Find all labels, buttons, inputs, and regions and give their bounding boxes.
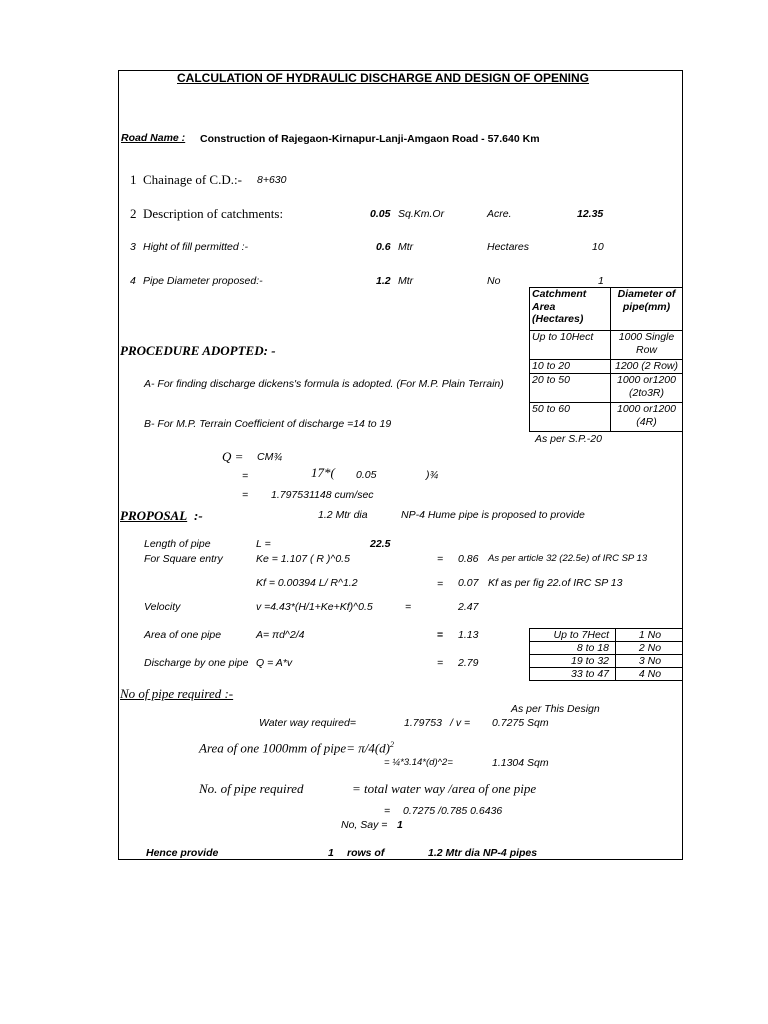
area-1000mm-label [199, 740, 394, 756]
calc-formula: A= πd^2/4 [256, 629, 305, 641]
fill-unit: Mtr [398, 241, 414, 253]
catchment-value: 0.05 [370, 208, 391, 220]
formula-eq1: = [242, 470, 249, 482]
table-cell: Up to 7Hect [530, 629, 616, 642]
required-heading: No of pipe required :- [120, 686, 234, 701]
pipe-length-value: 22.5 [370, 538, 391, 550]
calc-equals: = [437, 629, 444, 641]
calc-formula: Ke = 1.107 ( R )^0.5 [256, 553, 350, 565]
table-row [530, 403, 683, 432]
calc-label: Area of one pipe [144, 629, 222, 641]
formula-power: )¾ [426, 469, 439, 481]
kf-value: 0.07 [458, 577, 479, 589]
table-row [530, 374, 683, 403]
conclusion-label: Hence provide [146, 847, 219, 859]
page-title: CALCULATION OF HYDRAULIC DISCHARGE AND DESIGN OF OPENING [177, 71, 590, 85]
waterway-division: / v = [450, 717, 471, 729]
calc-label: Velocity [144, 601, 181, 613]
table-cell: 19 to 32 [530, 655, 616, 668]
conclusion-rows-value: 1 [328, 847, 334, 859]
formula-coef: 17*( [311, 465, 335, 480]
procedure-b: B- For M.P. Terrain Coefficient of discharge =14 to 19 [144, 418, 392, 430]
hectares-value: 10 [592, 241, 604, 253]
pipe-diameter-unit: Mtr [398, 275, 414, 287]
area-1000mm-result: 1.1304 Sqm [492, 757, 549, 769]
chainage-value: 8+630 [257, 174, 287, 186]
table-row [530, 331, 683, 360]
table-cell: 33 to 47 [530, 668, 616, 681]
road-name-label: Road Name : [121, 132, 186, 144]
calc-formula: L = [256, 538, 271, 550]
procedure-a: A- For finding discharge dickens's formula is adopted. (For M.P. Plain Terrain) [144, 378, 504, 390]
hectares-label: Hectares [487, 241, 530, 253]
formula-q: Q = [222, 449, 244, 464]
calc-equals: = [437, 553, 444, 565]
table-cell: 3 No [616, 655, 683, 668]
table-header-row [530, 288, 683, 331]
item-3-label: Hight of fill permitted :- [143, 241, 249, 253]
waterway-value: 1.79753 [404, 717, 442, 729]
table-cell: Up to 10Hect [530, 331, 611, 360]
item-2-number: 2 [130, 206, 137, 221]
table-cell: 1 No [616, 629, 683, 642]
formula-area: 0.05 [356, 469, 377, 481]
say-label: No, Say = [341, 819, 388, 831]
no-of-pipe-calc: 0.7275 /0.785 0.6436 [403, 805, 503, 817]
formula-cm: CM¾ [257, 451, 283, 463]
area-1000mm-formula: = ¼*3.14*(d)^2= [384, 757, 453, 768]
calc-equals: = [437, 657, 444, 669]
formula-eq2: = [242, 489, 249, 501]
catchment-unit: Sq.Km.Or [398, 208, 445, 220]
no-of-pipe-label: No. of pipe required [199, 781, 304, 796]
velocity-value: 2.47 [458, 601, 479, 613]
no-of-pipe-equals: = [384, 805, 391, 817]
calc-formula: Kf = 0.00394 L/ R^1.2 [256, 577, 358, 589]
discharge-one-pipe-value: 2.79 [458, 657, 479, 669]
pipe-no-value: 1 [598, 275, 604, 287]
table-row [530, 668, 683, 681]
discharge-result: 1.797531148 cum/sec [271, 489, 374, 501]
table-cell: 1000 or1200 (4R) [611, 403, 683, 432]
table-header-cell: Catchment Area (Hectares) [530, 288, 611, 331]
area-value: 1.13 [458, 629, 479, 641]
fill-value: 0.6 [376, 241, 391, 253]
calc-formula: v =4.43*(H/1+Ke+Kf)^0.5 [256, 601, 373, 613]
proposal-colon: :- [194, 508, 203, 523]
ke-note: As per article 32 (22.5e) of IRC SP 13 [488, 553, 648, 564]
table-cell: 8 to 18 [530, 642, 616, 655]
proposal-text: NP-4 Hume pipe is proposed to provide [401, 509, 585, 521]
item-3-number: 3 [130, 241, 136, 253]
calc-label: Length of pipe [144, 538, 211, 550]
table-cell: 4 No [616, 668, 683, 681]
table-cell: 20 to 50 [530, 374, 611, 403]
procedure-heading: PROCEDURE ADOPTED: - [120, 343, 276, 358]
conclusion-pipes: 1.2 Mtr dia NP-4 pipes [428, 847, 538, 859]
table-row [530, 360, 683, 374]
pipe-diameter-value: 1.2 [376, 275, 391, 287]
item-4-label: Pipe Diameter proposed:- [143, 275, 263, 287]
table-row [530, 655, 683, 668]
calc-label: Discharge by one pipe [144, 657, 249, 669]
table-header-cell: Diameter of pipe(mm) [611, 288, 683, 331]
pipe-count-table [529, 628, 683, 681]
table-row [530, 629, 683, 642]
area-exponent: 2 [390, 740, 394, 749]
pipe-no-label: No [487, 275, 501, 287]
item-1-number: 1 [130, 172, 137, 187]
waterway-result: 0.7275 Sqm [492, 717, 549, 729]
table-cell: 1000 Single Row [611, 331, 683, 360]
design-note: As per This Design [511, 703, 600, 715]
calc-formula: Q = A*v [256, 657, 293, 669]
no-of-pipe-formula: = total water way /area of one pipe [352, 781, 537, 796]
table-cell: 1200 (2 Row) [611, 360, 683, 374]
calc-equals: = [405, 601, 412, 613]
table-cell: 1000 or1200 (2to3R) [611, 374, 683, 403]
say-value: 1 [397, 819, 403, 831]
item-1-label: Chainage of C.D.:- [143, 172, 242, 187]
proposal-heading: PROPOSAL [120, 508, 188, 523]
item-2-label: Description of catchments: [143, 206, 284, 221]
table-cell: 10 to 20 [530, 360, 611, 374]
acre-label: Acre. [487, 208, 512, 220]
acre-value: 12.35 [577, 208, 604, 220]
area-1000mm-text: Area of one 1000mm of pipe= π/4(d) [199, 740, 390, 756]
catchment-diameter-table [529, 287, 683, 432]
waterway-label: Water way required= [259, 717, 356, 729]
table-source-note: As per S.P.-20 [535, 433, 602, 445]
conclusion-rows-of: rows of [347, 847, 385, 859]
table-cell: 2 No [616, 642, 683, 655]
road-name-value: Construction of Rajegaon-Kirnapur-Lanji-Amgaon Road - 57.640 Km [200, 133, 540, 145]
table-cell: 50 to 60 [530, 403, 611, 432]
ke-value: 0.86 [458, 553, 479, 565]
proposal-diameter: 1.2 Mtr dia [318, 509, 368, 521]
calc-equals: = [437, 578, 444, 590]
table-row [530, 642, 683, 655]
calc-label: For Square entry [144, 553, 223, 565]
item-4-number: 4 [130, 275, 136, 287]
kf-note: Kf as per fig 22.of IRC SP 13 [488, 577, 623, 589]
